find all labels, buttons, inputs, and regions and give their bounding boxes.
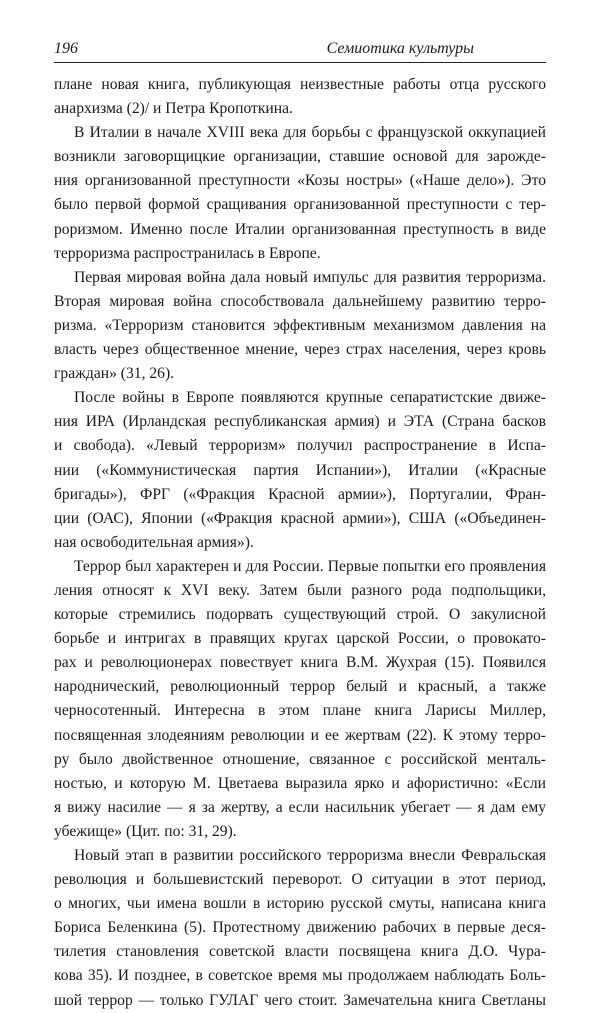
text-line: убежище» (Цит. по: 31, 29).	[54, 822, 237, 840]
text-line: посвященная злодеяниям революции и ее жертвам (22). К этому терро-	[54, 726, 546, 744]
text-line: нии («Коммунистическая партия Испании»), Италии («Красные	[54, 461, 546, 479]
text-line: ния организованной преступности «Козы ностры» («Наше дело»). Это	[54, 172, 546, 190]
text-line: Бориса Беленкина (5). Протестному движению рабочих в первые деся-	[54, 919, 546, 937]
text-line: шой террор — только ГУЛАГ чего стоит. Замечательна книга Светланы	[54, 991, 546, 1009]
text-line: роризмом. Именно после Италии организованная преступность в виде	[54, 220, 546, 238]
text-line: власть через общественное мнение, через страх населения, через кровь	[54, 341, 546, 359]
text-line: ная освободительная армия»).	[54, 533, 254, 551]
text-line: плане новая книга, публикующая неизвестные работы отца русского	[54, 76, 546, 93]
text-line: народнический, революционный террор белый и красный, а также	[54, 678, 546, 696]
page-number: 196	[54, 40, 78, 57]
text-line: Вторая мировая война способствовала дальнейшему развитию терро-	[54, 292, 546, 310]
text-line: кова 35). И позднее, в советское время мы продолжаем наблюдать Боль-	[54, 967, 546, 985]
text-line: граждан» (31, 26).	[54, 365, 175, 383]
text-line: Террор был характерен и для России. Первые попытки его проявления	[74, 557, 546, 575]
text-line: анархизма (2)/ и Петра Кропоткина.	[54, 100, 293, 118]
text-line: ния ИРА (Ирландская республиканская армия) и ЭТА (Страна басков	[54, 413, 546, 431]
text-line: о многих, чьи имена вошли в историю русской смуты, написана книга	[54, 895, 546, 913]
text-line: ризма. «Терроризм становится эффективным механизмом давления на	[54, 316, 546, 334]
body-text	[54, 73, 546, 1013]
text-line: тилетия становления советской власти посвящена книга Д.О. Чура-	[54, 943, 546, 961]
text-line: терроризма распространилась в Европе.	[54, 244, 321, 262]
page-header	[54, 38, 546, 63]
text-line: Новый этап в развитии российского терроризма внесли Февральская	[74, 847, 546, 864]
text-line: революция и большевистский переворот. О ситуации в этот период,	[54, 871, 546, 889]
text-line: черносотенный. Интересна в этом плане книга Ларисы Миллер,	[54, 702, 546, 720]
text-line: Первая мировая война дала новый импульс для развития терроризма.	[74, 268, 546, 286]
text-line: ции (ОАС), Японии («Фракция красной армии»), США («Объединен-	[54, 509, 546, 527]
text-line: бригады»), ФРГ («Фракция Красной армии»), Португалии, Фран-	[54, 485, 546, 503]
text-line: было первой формой сращивания организованной преступности с тер-	[54, 196, 546, 214]
text-line: которые стремились подорвать существующий строй. О закулисной	[54, 606, 546, 624]
text-line: и свобода). «Левый терроризм» получил распространение в Испа-	[54, 437, 546, 455]
text-line: борьбе и интригах в правящих кругах царской России, о провокато-	[54, 630, 546, 648]
text-line: ру было двойственное отношение, связанное с российской менталь-	[54, 750, 546, 768]
text-line: ления относят к XVI веку. Затем были разного рода подпольщики,	[54, 581, 546, 599]
text-line: ностью, и которую М. Цветаева выразила ярко и афористично: «Если	[54, 774, 546, 792]
text-line: В Италии в начале XVIII века для борьбы с французской оккупацией	[74, 124, 546, 142]
running-title: Семиотика культуры	[326, 40, 474, 57]
text-line: я вижу насилие — я за жертву, а если насильник убегает — я дам ему	[54, 798, 546, 816]
text-line: возникли заговорщицкие организации, ставшие основой для зарожде-	[54, 148, 546, 166]
text-line: После войны в Европе появляются крупные сепаратистские движе-	[74, 389, 546, 407]
text-line: рах и революционерах повествует книга В.М. Жухрая (15). Появился	[54, 654, 546, 672]
